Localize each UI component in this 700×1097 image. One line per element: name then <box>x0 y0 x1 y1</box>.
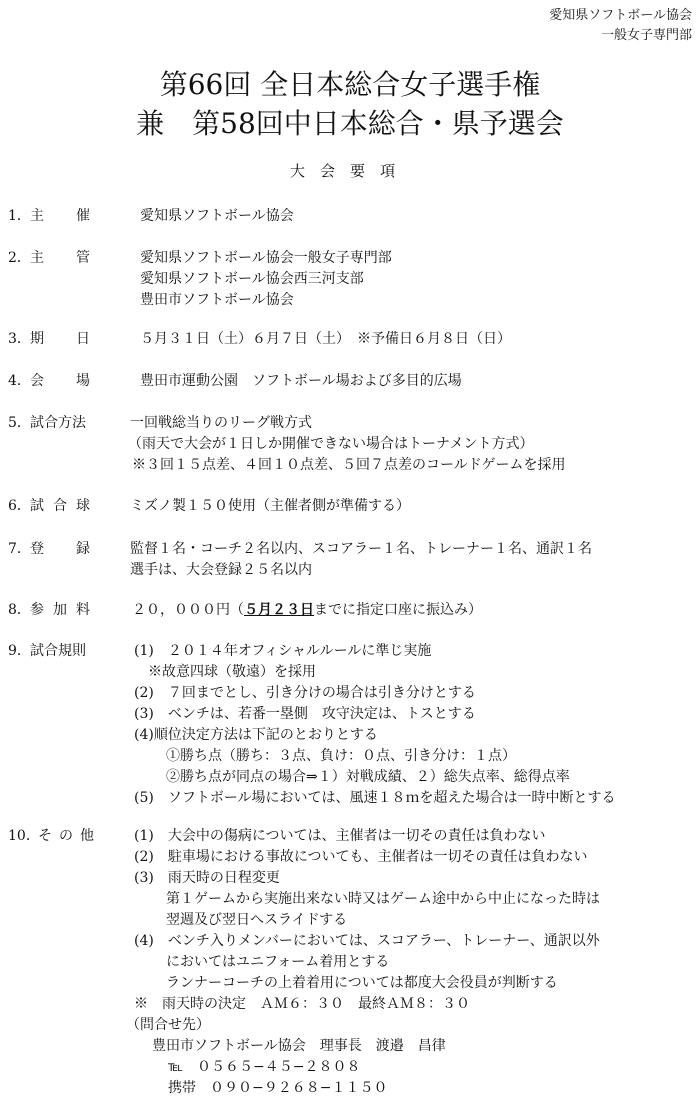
section-label: 主 催 <box>30 208 90 224</box>
section-number: 10． <box>8 828 40 844</box>
section-label: 試 合 球 <box>30 498 90 514</box>
contact-phone: ℡ ０５６５−４５−２８０８ <box>168 1059 361 1075</box>
section-label: 主 管 <box>30 250 90 266</box>
section-text: ※３回１５点差、４回１０点差、５回７点差のコールドゲームを採用 <box>132 457 566 473</box>
fee-amount: ２０，０００円（ <box>132 602 244 618</box>
contact-mobile: 携帯 ０９０−９２６８−１１５０ <box>168 1080 388 1096</box>
rain-decision: ※ 雨天時の決定 ＡＭ６：３０ 最終ＡＭ８：３０ <box>134 996 470 1012</box>
contact-name: 豊田市ソフトボール協会 理事長 渡邉 昌律 <box>152 1038 446 1054</box>
org-name: 愛知県ソフトボール協会 <box>549 8 692 23</box>
rule-item: (4)順位決定方法は下記のとおりとする <box>134 727 378 743</box>
other-item: (3) 雨天時の日程変更 <box>134 870 280 886</box>
other-item: (4) ベンチ入りメンバーにおいては、スコアラー、トレーナー、通訳以外 <box>134 933 600 949</box>
section-text: 一回戦総当りのリーグ戦方式 <box>130 415 312 431</box>
section-text: 監督１名・コーチ２名以内、スコアラー１名、トレーナー１名、通訳１名 <box>130 541 592 557</box>
section-text: ミズノ製１５０使用（主催者側が準備する） <box>130 498 410 514</box>
section-label: 試合規則 <box>30 643 86 659</box>
org-department: 一般女子専門部 <box>600 28 692 43</box>
section-number: 1． <box>8 208 31 224</box>
section-text: 愛知県ソフトボール協会西三河支部 <box>140 271 364 287</box>
rule-item: (1) ２０１４年オフィシャルルールに準じ実施 <box>134 643 432 659</box>
organizer-header <box>549 6 692 46</box>
section-number: 9． <box>8 643 31 659</box>
other-item: (2) 駐車場における事故についても、主催者は一切その責任は負わない <box>134 849 588 865</box>
section-number: 4． <box>8 373 31 389</box>
section-number: 6． <box>8 498 31 514</box>
title-line-1: 第66回 全日本総合女子選手権 <box>159 68 541 101</box>
section-text: ５月３１日（土）６月７日（土） ※予備日６月８日（日） <box>140 331 511 347</box>
rule-item: (2) ７回までとし、引き分けの場合は引き分けとする <box>134 685 476 701</box>
section-text: 選手は、大会登録２５名以内 <box>130 562 312 578</box>
other-item: 翌週及び翌日へスライドする <box>166 912 348 928</box>
fee-line <box>132 599 482 619</box>
section-label: 参 加 料 <box>30 602 90 618</box>
other-item: ランナーコーチの上着着用については都度大会役員が判断する <box>166 975 558 991</box>
section-number: 8． <box>8 602 31 618</box>
section-number: 3． <box>8 331 31 347</box>
rule-item: (5) ソフトボール場においては、風速１８ｍを超えた場合は一時中断とする <box>134 790 616 806</box>
section-text: 豊田市運動公園 ソフトボール場および多目的広場 <box>140 373 462 389</box>
section-text: 愛知県ソフトボール協会 <box>140 208 294 224</box>
section-text: （雨天で大会が１日しか開催できない場合はトーナメント方式） <box>128 436 534 452</box>
rule-item: ※故意四球（敬遠）を採用 <box>148 664 316 680</box>
section-text: 愛知県ソフトボール協会一般女子専門部 <box>140 250 392 266</box>
rule-item: ②勝ち点が同点の場合⇒１）対戦成績、２）総失点率、総得点率 <box>166 769 570 785</box>
fee-deadline: ５月２３日 <box>244 602 314 618</box>
section-label: 会 場 <box>30 373 90 389</box>
other-item: においてはユニフォーム着用とする <box>166 954 390 970</box>
section-label: そ の 他 <box>38 828 94 844</box>
section-label: 試合方法 <box>30 415 86 431</box>
title-line-2: 兼 第58回中日本総合・県予選会 <box>136 107 564 140</box>
rule-item: ①勝ち点（勝ち：３点、負け：０点、引き分け：１点） <box>166 748 516 764</box>
section-text: 豊田市ソフトボール協会 <box>140 292 294 308</box>
section-label: 登 録 <box>30 541 90 557</box>
other-item: 第１ゲームから実施出来ない時又はゲーム途中から中止になった時は <box>166 891 600 907</box>
contact-heading: （問合せ先） <box>126 1017 210 1033</box>
fee-note: までに指定口座に振込み） <box>314 602 482 618</box>
subtitle: 大会要項 <box>289 162 410 180</box>
section-number: 5． <box>8 415 31 431</box>
section-number: 7． <box>8 541 31 557</box>
section-label: 期 日 <box>30 331 90 347</box>
section-number: 2． <box>8 250 31 266</box>
rule-item: (3) ベンチは、若番一塁側 攻守決定は、トスとする <box>134 706 476 722</box>
other-item: (1) 大会中の傷病については、主催者は一切その責任は負わない <box>134 828 546 844</box>
